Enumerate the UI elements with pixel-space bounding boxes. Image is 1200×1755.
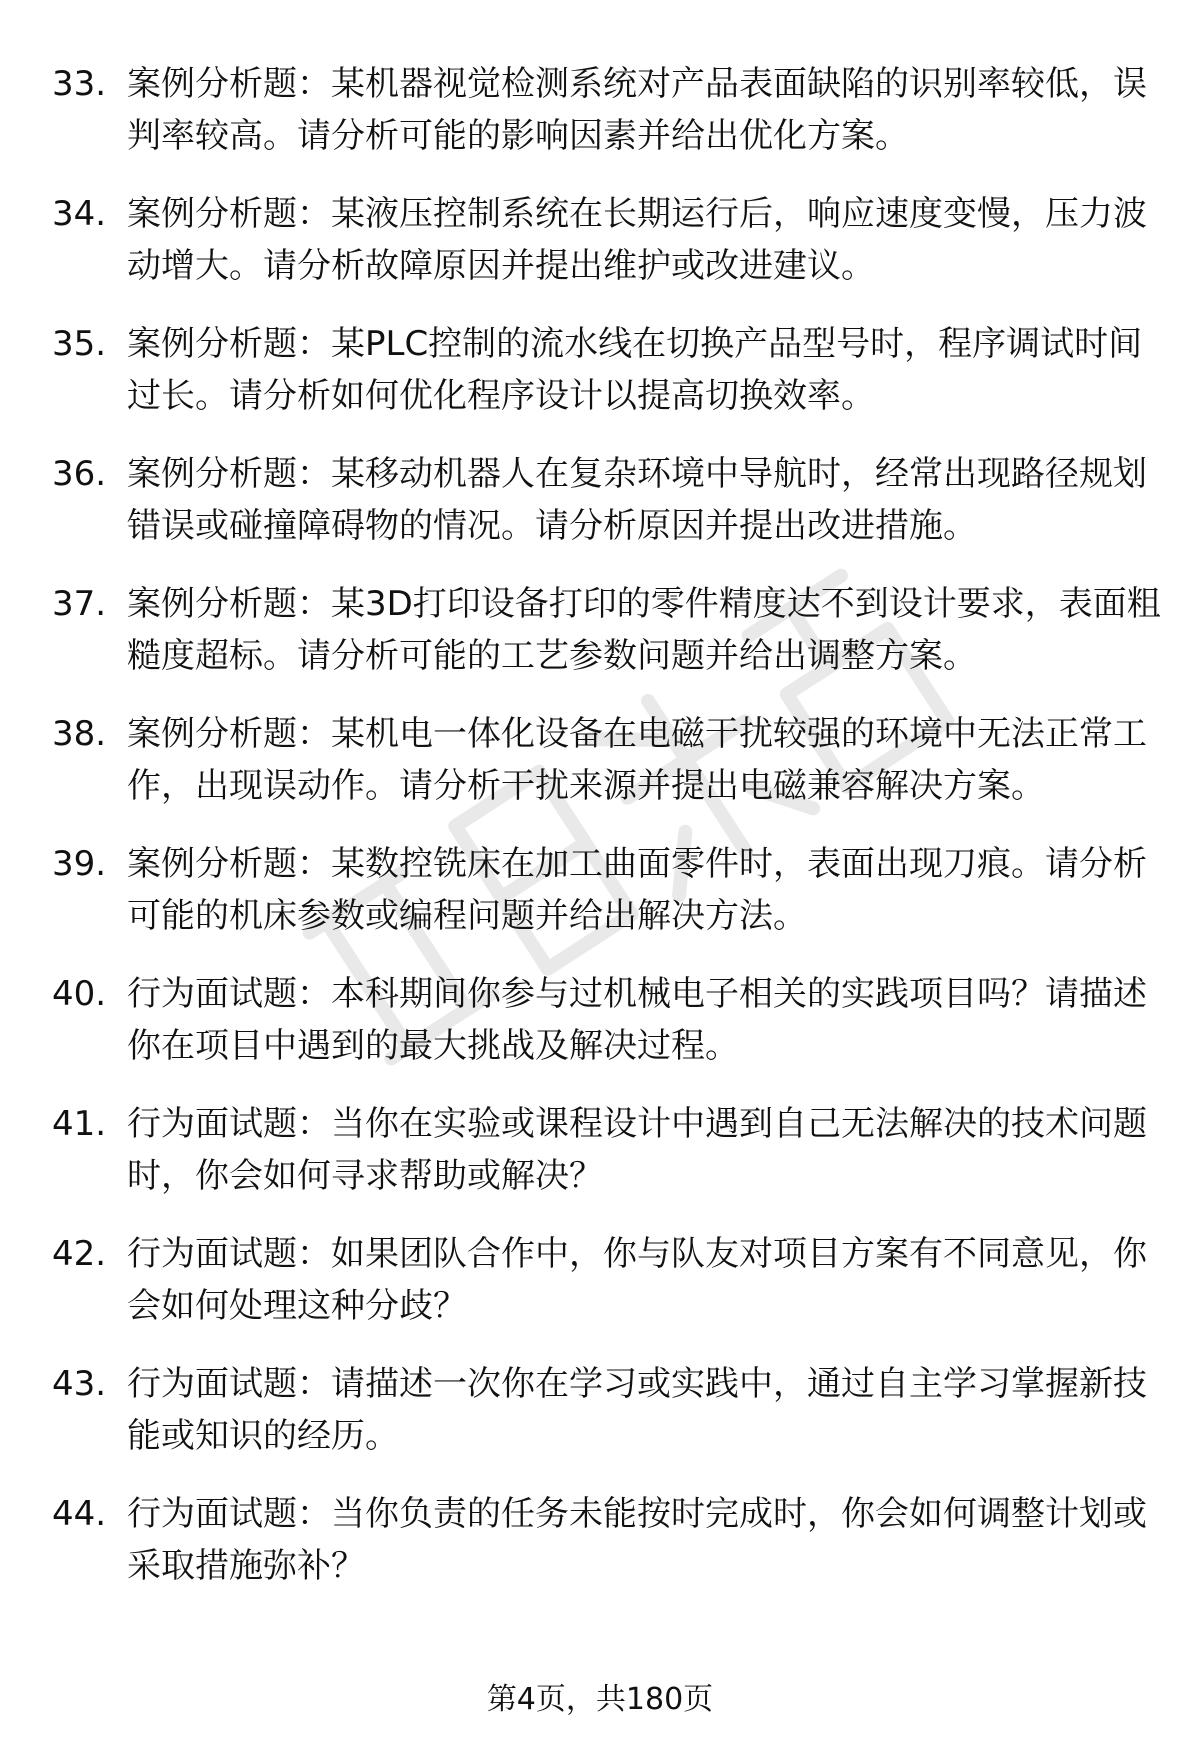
question-number: 33.	[52, 64, 107, 104]
question-number: 38.	[52, 714, 107, 754]
question-number: 35.	[52, 324, 107, 364]
question-item	[52, 318, 1162, 422]
question-item	[52, 578, 1162, 682]
question-item	[52, 708, 1162, 812]
question-item	[52, 968, 1162, 1072]
question-text: 行为面试题：当你负责的任务未能按时完成时，你会如何调整计划或采取措施弥补？	[127, 1494, 1147, 1586]
question-number: 41.	[52, 1104, 107, 1144]
question-item	[52, 1228, 1162, 1332]
question-number: 37.	[52, 584, 107, 624]
question-number: 40.	[52, 974, 107, 1014]
question-text: 案例分析题：某液压控制系统在长期运行后，响应速度变慢，压力波动增大。请分析故障原因并提出维护或改进建议。	[127, 194, 1147, 286]
question-text: 行为面试题：当你在实验或课程设计中遇到自己无法解决的技术问题时，你会如何寻求帮助或解决？	[127, 1104, 1147, 1196]
question-list	[52, 58, 1162, 1592]
question-number: 43.	[52, 1364, 107, 1404]
question-number: 42.	[52, 1234, 107, 1274]
question-number: 36.	[52, 454, 107, 494]
question-text: 案例分析题：某3D打印设备打印的零件精度达不到设计要求，表面粗糙度超标。请分析可能的工艺参数问题并给出调整方案。	[127, 584, 1161, 676]
question-item	[52, 58, 1162, 162]
question-item	[52, 1488, 1162, 1592]
question-text: 案例分析题：某数控铣床在加工曲面零件时，表面出现刀痕。请分析可能的机床参数或编程问题并给出解决方法。	[127, 844, 1147, 936]
question-text: 案例分析题：某移动机器人在复杂环境中导航时，经常出现路径规划错误或碰撞障碍物的情况。请分析原因并提出改进措施。	[127, 454, 1147, 546]
question-text: 案例分析题：某PLC控制的流水线在切换产品型号时，程序调试时间过长。请分析如何优化程序设计以提高切换效率。	[127, 324, 1143, 416]
question-item	[52, 188, 1162, 292]
question-text: 行为面试题：本科期间你参与过机械电子相关的实践项目吗？请描述你在项目中遇到的最大挑战及解决过程。	[127, 974, 1147, 1066]
question-item	[52, 1098, 1162, 1202]
page-number: 第4页，共180页	[486, 1682, 714, 1717]
question-number: 39.	[52, 844, 107, 884]
question-text: 行为面试题：如果团队合作中，你与队友对项目方案有不同意见，你会如何处理这种分歧？	[127, 1234, 1147, 1326]
question-item	[52, 1358, 1162, 1462]
question-item	[52, 838, 1162, 942]
question-text: 行为面试题：请描述一次你在学习或实践中，通过自主学习掌握新技能或知识的经历。	[127, 1364, 1147, 1456]
question-number: 44.	[52, 1494, 107, 1534]
question-text: 案例分析题：某机电一体化设备在电磁干扰较强的环境中无法正常工作，出现误动作。请分析干扰来源并提出电磁兼容解决方案。	[127, 714, 1147, 806]
question-text: 案例分析题：某机器视觉检测系统对产品表面缺陷的识别率较低，误判率较高。请分析可能的影响因素并给出优化方案。	[127, 64, 1147, 156]
question-item	[52, 448, 1162, 552]
question-number: 34.	[52, 194, 107, 234]
